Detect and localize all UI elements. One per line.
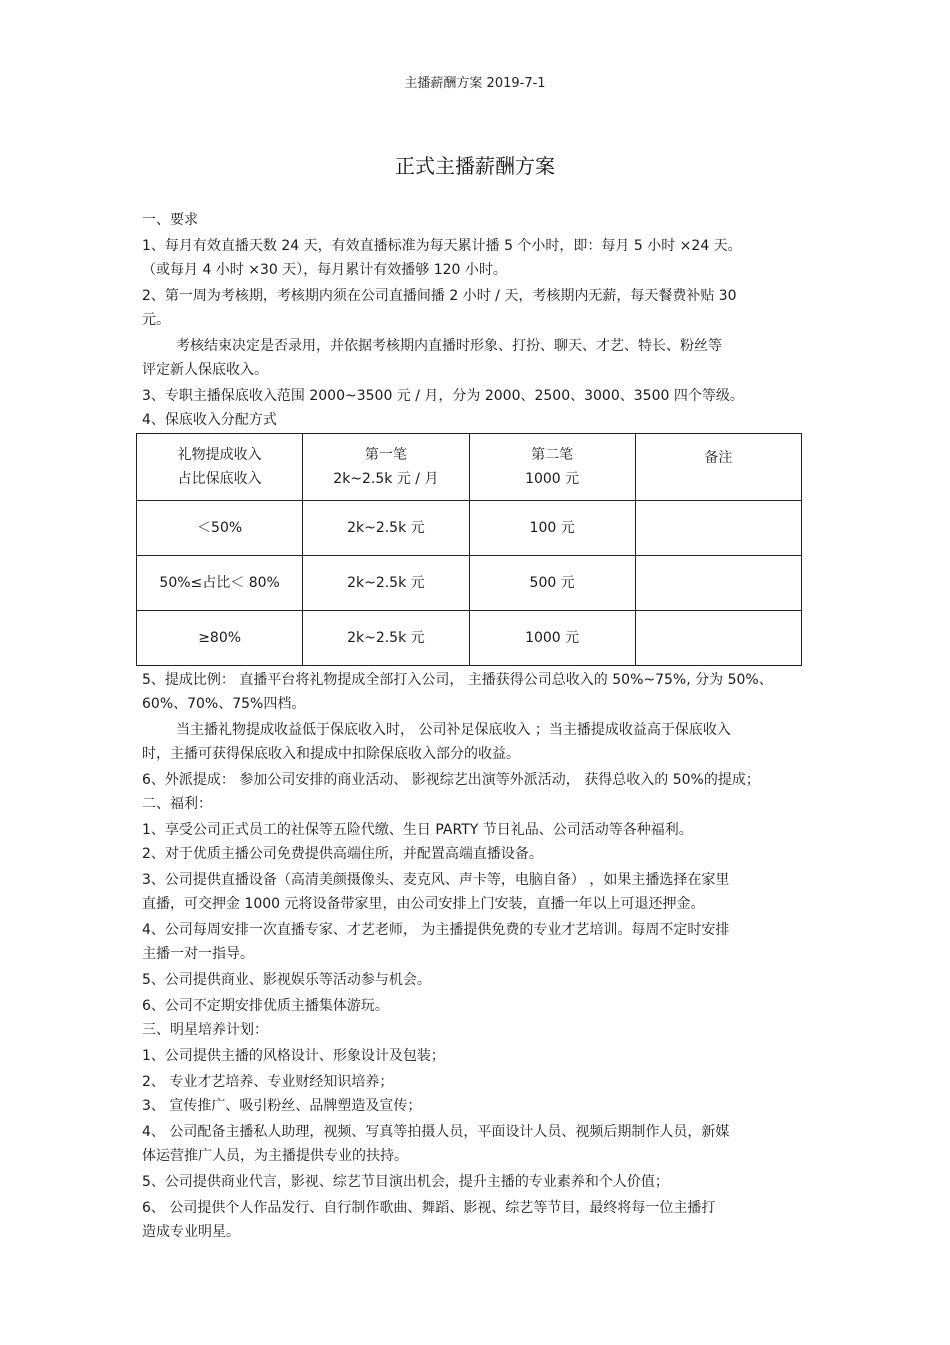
header-first-line-2: 2k~2.5k 元 / 月 xyxy=(333,471,439,487)
header-remarks: 备注 xyxy=(635,434,801,501)
page-header: 主播薪酬方案 2019-7-1 xyxy=(404,76,546,91)
header-second-line-1: 第二笔 xyxy=(531,447,574,463)
star-item-2: 2、 专业才艺培养、专业财经知识培养； xyxy=(142,1074,394,1090)
req-item-3: 3、专职主播保底收入范围 2000~3500 元 / 月，分为 2000、2500、3000、3500 四个等级。 xyxy=(142,388,744,404)
welfare-item-3-line-2: 直播，可交押金 1000 元将设备带家里，由公司安排上门安装，直播一年以上可退还押金。 xyxy=(142,896,705,912)
req-item-2-line-4: 评定新人保底收入。 xyxy=(142,362,268,378)
document-title: 正式主播薪酬方案 xyxy=(395,154,555,178)
req-item-5-line-3: 当主播礼物提成收益低于保底收入时， 公司补足保底收入 ；当主播提成收益高于保底收入 xyxy=(176,722,731,738)
req-item-1-line-1: 1、每月有效直播天数 24 天，有效直播标准为每天累计播 5 个小时，即：每月 5 小时 ×24 天。 xyxy=(142,238,742,254)
req-item-6: 6、外派提成： 参加公司安排的商业活动、 影视综艺出演等外派活动， 获得总收入的 50%的提成； xyxy=(142,772,760,788)
table-cell: 50%≤占比＜ 80% xyxy=(137,556,303,611)
welfare-item-4-line-1: 4、公司每周安排一次直播专家、才艺老师， 为主播提供免费的专业才艺培训。每周不定时安排 xyxy=(142,922,730,938)
star-item-6-line-1: 6、 公司提供个人作品发行、自行制作歌曲、舞蹈、影视、综艺等节目，最终将每一位主播打 xyxy=(142,1200,716,1216)
table-row xyxy=(137,556,802,611)
star-item-4-line-2: 体运营推广人员，为主播提供专业的扶持。 xyxy=(142,1148,408,1164)
header-ratio-line-2: 占比保底收入 xyxy=(177,471,262,487)
req-item-2-line-1: 2、第一周为考核期，考核期内须在公司直播间播 2 小时 / 天，考核期内无薪，每天餐费补贴 30 xyxy=(142,288,737,304)
star-item-1: 1、公司提供主播的风格设计、形象设计及包装； xyxy=(142,1048,445,1064)
star-item-4-line-1: 4、 公司配备主播私人助理，视频、写真等拍摄人员，平面设计人员、视频后期制作人员，新媒 xyxy=(142,1124,730,1140)
table-cell xyxy=(635,556,801,611)
table-cell xyxy=(635,501,801,556)
welfare-item-3-line-1: 3、公司提供直播设备（高清美颜摄像头、麦克风、声卡等，电脑自备） ，如果主播选择在家里 xyxy=(142,872,730,888)
table-cell xyxy=(635,611,801,666)
welfare-item-4-line-2: 主播一对一指导。 xyxy=(142,946,254,962)
document-body xyxy=(142,208,842,1244)
table-cell: 2k~2.5k 元 xyxy=(303,556,469,611)
table-row xyxy=(137,501,802,556)
table-cell: 2k~2.5k 元 xyxy=(303,501,469,556)
table-cell: 500 元 xyxy=(469,556,635,611)
req-item-4: 4、保底收入分配方式 xyxy=(142,412,277,428)
table-header-cell xyxy=(303,434,469,501)
header-first-line-1: 第一笔 xyxy=(364,447,407,463)
table-header-cell xyxy=(137,434,303,501)
star-item-6-line-2: 造成专业明星。 xyxy=(142,1224,240,1240)
table-cell: 2k~2.5k 元 xyxy=(303,611,469,666)
table-header-cell xyxy=(469,434,635,501)
star-item-3: 3、 宣传推广、吸引粉丝、品牌塑造及宣传； xyxy=(142,1098,422,1114)
req-item-1-line-2: （或每月 4 小时 ×30 天），每月累计有效播够 120 小时。 xyxy=(142,262,507,278)
table-cell: 1000 元 xyxy=(469,611,635,666)
req-item-5-line-1: 5、提成比例： 直播平台将礼物提成全部打入公司， 主播获得公司总收入的 50%~75%, 分为 50%、 xyxy=(142,672,773,688)
section1-heading: 一、要求 xyxy=(142,212,198,228)
welfare-item-2: 2、对于优质主播公司免费提供高端住所，并配置高端直播设备。 xyxy=(142,846,543,862)
section3-heading: 三、明星培养计划： xyxy=(142,1022,268,1038)
table-header-row xyxy=(137,434,802,501)
section2-heading: 二、福利： xyxy=(142,796,212,812)
income-distribution-table xyxy=(136,433,802,666)
table-cell: ≥80% xyxy=(137,611,303,666)
header-second-line-2: 1000 元 xyxy=(525,471,580,487)
welfare-item-6: 6、公司不定期安排优质主播集体游玩。 xyxy=(142,998,389,1014)
header-ratio-line-1: 礼物提成收入 xyxy=(177,447,262,463)
welfare-item-5: 5、公司提供商业、影视娱乐等活动参与机会。 xyxy=(142,972,431,988)
welfare-item-1: 1、享受公司正式员工的社保等五险代缴、生日 PARTY 节日礼品、公司活动等各种福利。 xyxy=(142,822,693,838)
req-item-5-line-2: 60%、70%、75%四档。 xyxy=(142,696,306,712)
table-cell: ＜50% xyxy=(137,501,303,556)
star-item-5: 5、公司提供商业代言，影视、综艺节目演出机会，提升主播的专业素养和个人价值； xyxy=(142,1174,669,1190)
req-item-2-line-2: 元。 xyxy=(142,312,170,328)
req-item-2-line-3: 考核结束决定是否录用，并依据考核期内直播时形象、打扮、聊天、才艺、特长、粉丝等 xyxy=(176,338,722,354)
table-row xyxy=(137,611,802,666)
req-item-5-line-4: 时，主播可获得保底收入和提成中扣除保底收入部分的收益。 xyxy=(142,746,520,762)
table-cell: 100 元 xyxy=(469,501,635,556)
